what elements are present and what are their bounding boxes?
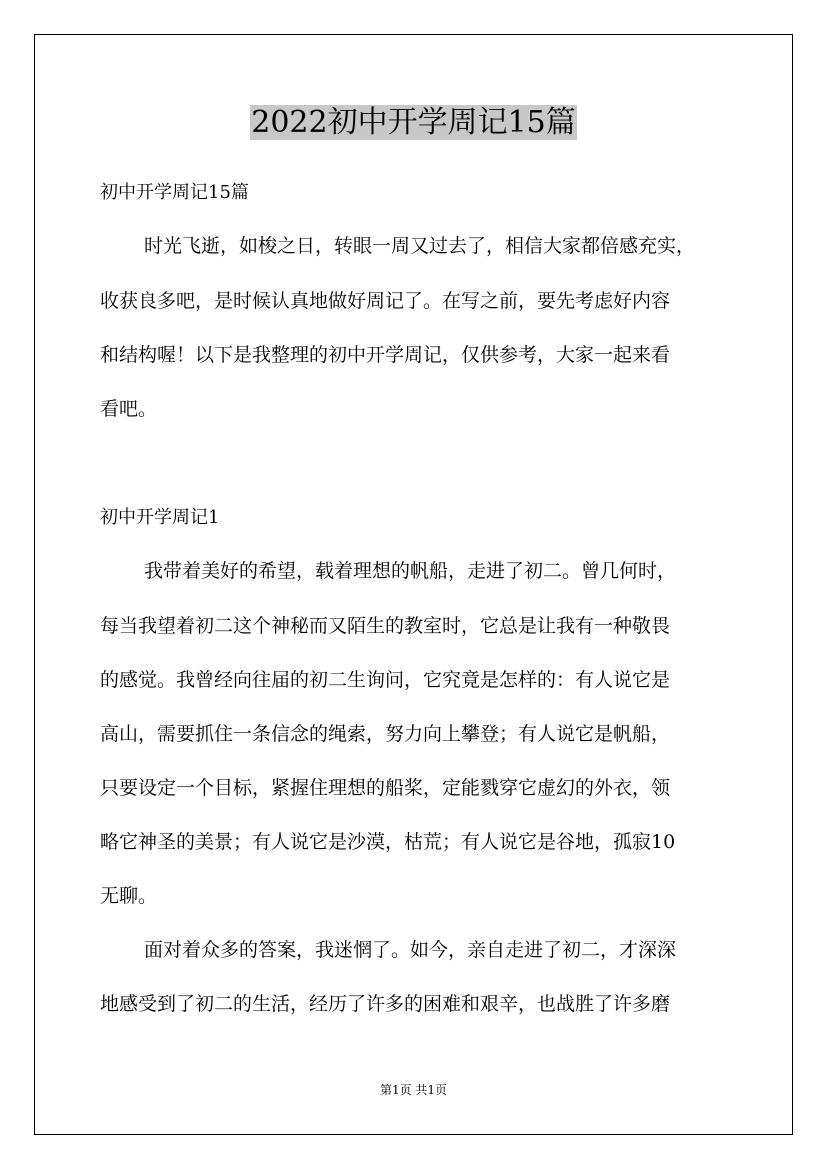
section-heading: 初中开学周记1 bbox=[100, 507, 220, 528]
document-title: 2022初中开学周记15篇 bbox=[251, 105, 576, 140]
para2-line-2: 地感受到了初二的生活，经历了许多的困难和艰辛，也战胜了许多磨 bbox=[100, 993, 671, 1015]
para1-line-6: 略它神圣的美景；有人说它是沙漠，枯荒；有人说它是谷地，孤寂10 bbox=[100, 831, 676, 853]
para2-line-1: 面对着众多的答案，我迷惘了。如今，亲自走进了初二，才深深 bbox=[144, 939, 677, 961]
para1-line-7: 无聊。 bbox=[100, 885, 158, 907]
intro-line-1: 时光飞逝，如梭之日，转眼一周又过去了，相信大家都倍感充实， bbox=[144, 235, 696, 257]
page-number-footer: 第1页 共1页 bbox=[379, 1083, 448, 1097]
intro-line-2: 收获良多吧，是时候认真地做好周记了。在写之前，要先考虑好内容 bbox=[100, 290, 671, 312]
intro-line-4: 看吧。 bbox=[100, 398, 158, 420]
intro-line-3: 和结构喔！以下是我整理的初中开学周记，仅供参考，大家一起来看 bbox=[100, 344, 671, 366]
para1-line-3: 的感觉。我曾经向往届的初二生询问，它究竟是怎样的：有人说它是 bbox=[100, 669, 671, 691]
para1-line-4: 高山，需要抓住一条信念的绳索，努力向上攀登；有人说它是帆船， bbox=[100, 723, 671, 745]
document-subtitle: 初中开学周记15篇 bbox=[100, 182, 249, 203]
para1-line-2: 每当我望着初二这个神秘而又陌生的教室时，它总是让我有一种敬畏 bbox=[100, 615, 671, 637]
para1-line-5: 只要设定一个目标，紧握住理想的船桨，定能戮穿它虚幻的外衣，领 bbox=[100, 777, 671, 799]
para1-line-1: 我带着美好的希望，载着理想的帆船，走进了初二。曾几何时， bbox=[144, 560, 677, 582]
